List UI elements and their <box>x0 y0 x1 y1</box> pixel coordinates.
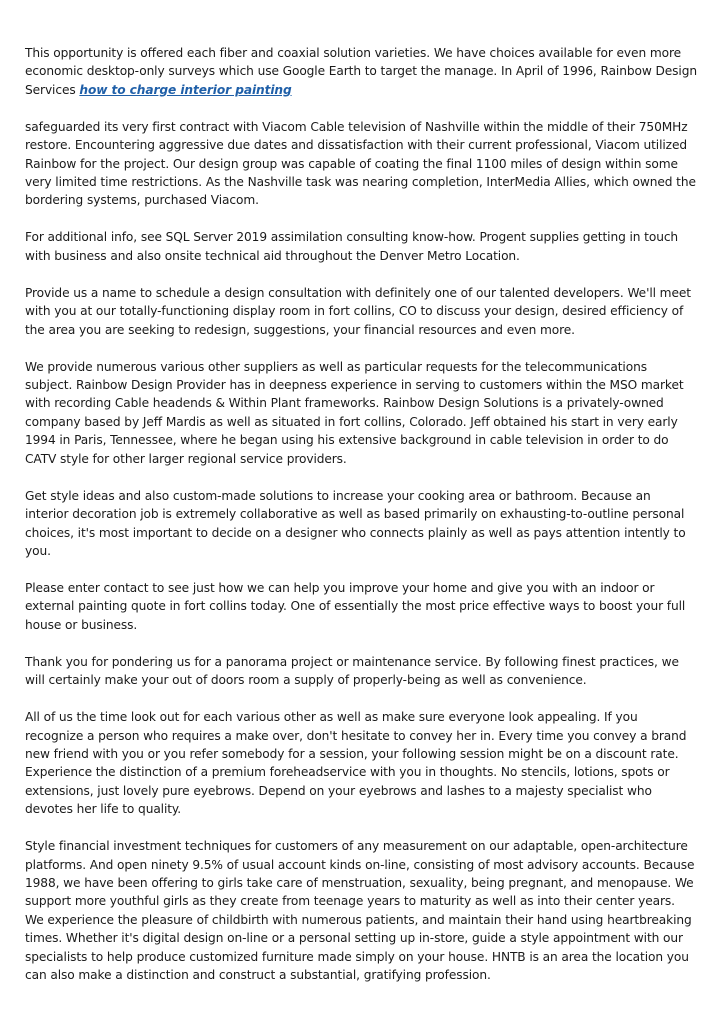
paragraph-style-ideas: Get style ideas and also custom-made solutions to increase your cooking area or bathroom. Because an interior decoration job is extremely collaborative as well as based primarily on exhausting-to-outline personal choices, it's most important to decide on a designer who connects plainly as well as pays attention intently to you. <box>25 488 686 558</box>
paragraph-sql-server: For additional info, see SQL Server 2019 assimilation consulting know-how. Progent supplies getting in touch with business and also onsite technical aid throughout the Denver Metro Location. <box>25 230 679 263</box>
document-body <box>25 44 697 1003</box>
paragraph-contact: Please enter contact to see just how we can help you improve your home and give you with an indoor or external painting quote in fort collins today. One of essentially the most price effective ways to boost your full house or business. <box>25 580 686 632</box>
paragraph-consultation: Provide us a name to schedule a design consultation with definitely one of our talented developers. We'll meet with you at our totally-functioning display room in fort collins, CO to discuss your design, desired efficiency of the area you are seeking to redesign, suggestions, your financial resources and even more. <box>25 285 691 337</box>
interior-painting-link[interactable]: how to charge interior painting <box>79 82 292 97</box>
paragraph-financial: Style financial investment techniques for customers of any measurement on our adaptable, open-architecture platforms. And open ninety 9.5% of usual account kinds on-line, consisting of most advisory accounts. Because 1988, we have been offering to girls take care of menstruation, sexuality, being pregnant, and menopause. We support more youthful girls as they create from teenage years to maturity as well as into their center years. We experience the pleasure of childbirth with numerous patients, and maintain their hand using heartbreaking times. Whether it's digital design on-line or a personal setting up in-store, guide a style appointment with our specialists to help produce customized furniture made simply on your house. HNTB is an area the location you can also make a distinction and construct a substantial, gratifying profession. <box>25 839 695 982</box>
paragraph-intro <box>25 44 697 99</box>
paragraph-panorama: Thank you for pondering us for a panorama project or maintenance service. By following finest practices, we will certainly make your out of doors room a supply of properly-being as well as convenience. <box>25 654 679 688</box>
paragraph-viacom: safeguarded its very first contract with Viacom Cable television of Nashville within the middle of their 750MHz restore. Encountering aggressive due dates and dissatisfaction with their current professional, Viacom utilized Rainbow for the project. Our design group was capable of coating the final 1100 miles of design within some very limited time restrictions. As the Nashville task was nearing completion, InterMedia Allies, which owned the bordering systems, purchased Viacom. <box>25 119 696 208</box>
paragraph-eyebrows: All of us the time look out for each various other as well as make sure everyone look appealing. If you recognize a person who requires a make over, don't hesitate to convey her in. Every time you convey a brand new friend with you or you refer somebody for a session, your following session might be on a discount rate. Experience the distinction of a premium foreheadservice with you in thoughts. No stencils, lotions, spots or extensions, just lovely pure eyebrows. Depend on your eyebrows and lashes to a majesty specialist who devotes her life to quality. <box>25 710 687 817</box>
paragraph-intro-text: This opportunity is offered each fiber and coaxial solution varieties. We have choices available for even more economic desktop-only surveys which use Google Earth to target the manage. In April of 1996, Rainbow Design Services <box>25 46 697 97</box>
paragraph-suppliers: We provide numerous various other suppliers as well as particular requests for the telecommunications subject. Rainbow Design Provider has in deepness experience in serving to customers within the MSO market with recording Cable headends & Within Plant frameworks. Rainbow Design Solutions is a privately-owned company based by Jeff Mardis as well as situated in fort collins, Colorado. Jeff obtained his start in very early 1994 in Paris, Tennessee, where he began using his extensive background in cable television in order to do CATV style for other larger regional service providers. <box>25 359 684 466</box>
